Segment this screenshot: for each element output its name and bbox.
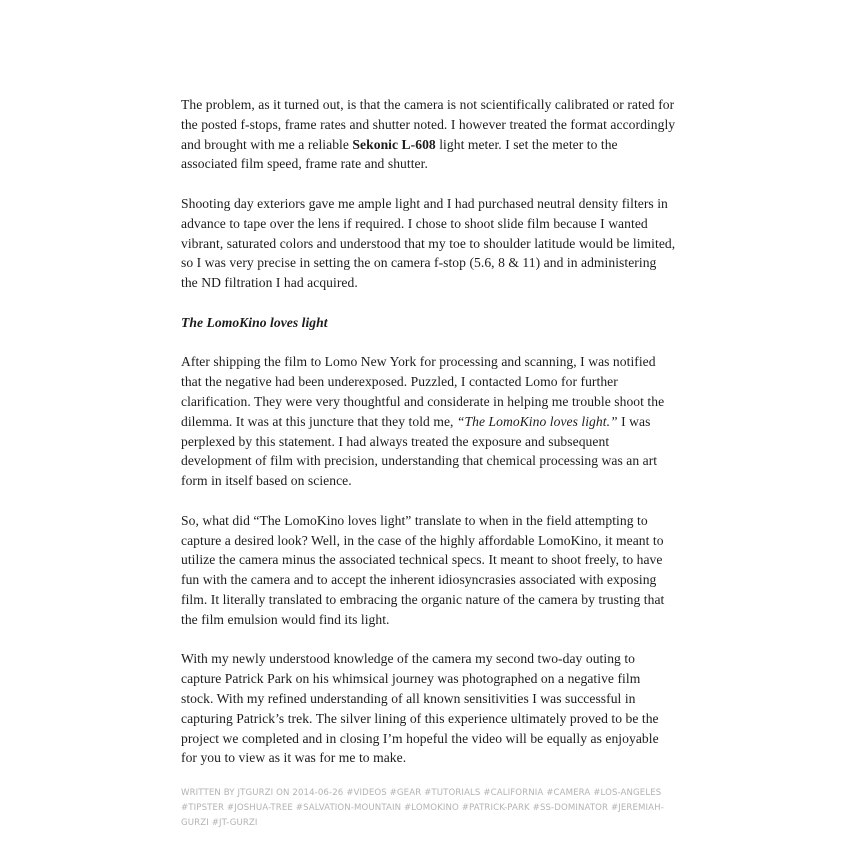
tag-link[interactable]: #TUTORIALS bbox=[424, 788, 481, 798]
paragraph-shooting: Shooting day exteriors gave me ample light and I had purchased neutral density filters in advance to tape over the lens if required. I chose to shoot slide film because I wanted vibrant, saturated colors and understood that my toe to shoulder latitude would be limited, so I was very precise in setting the on camera f-stop (5.6, 8 & 11) and in administering the ND filtration I had acquired. bbox=[181, 195, 676, 291]
paragraph-text: After shipping the film to Lomo New York for processing and scanning, I was notified that the negative had been underexposed. Puzzled, I contacted Lomo for further clarification. They were very thoughtful and considerate in helping me trouble shoot the dilemma. It was at this juncture that they told me, bbox=[181, 354, 665, 429]
tag-link[interactable]: #LOS-ANGELES bbox=[593, 788, 662, 798]
tag-link[interactable]: #GEAR bbox=[389, 788, 422, 798]
tag-link[interactable]: #PATRICK-PARK bbox=[461, 803, 530, 813]
tag-link[interactable]: #SS-DOMINATOR bbox=[532, 803, 609, 813]
quote: “The LomoKino loves light.” bbox=[456, 413, 618, 429]
paragraph-conclusion: With my newly understood knowledge of the camera my second two-day outing to capture Patrick Park on his whimsical journey was photographed on a negative film stock. With my refined understanding of all known sensitivities I was successful in capturing Patrick’s trek. The silver lining of this experience ultimately proved to be the project we completed and in closing I’m hopeful the video will be equally as enjoyable for you to view as it was for me to make. bbox=[181, 651, 659, 766]
post-meta bbox=[181, 786, 671, 831]
light-meter-name: Sekonic L-608 bbox=[352, 136, 436, 152]
paragraph-underexposed bbox=[181, 352, 676, 491]
tag-link[interactable]: #CAMERA bbox=[546, 788, 591, 798]
tag-link[interactable]: #JT-GURZI bbox=[211, 818, 258, 828]
article-body bbox=[181, 95, 676, 788]
paragraph-text: The problem, as it turned out, is that the camera is not scientifically calibrated or rated for the posted f-stops, frame rates and shutter noted. I however treated the format accordingly and brought with me a reliable bbox=[181, 97, 676, 152]
paragraph-text: light meter. I set the meter to the associated film speed, frame rate and shutter. bbox=[181, 136, 618, 172]
tag-link[interactable]: #TIPSTER bbox=[181, 803, 225, 813]
tag-link[interactable]: #LOMOKINO bbox=[404, 803, 459, 813]
section-heading: The LomoKino loves light bbox=[181, 314, 328, 330]
paragraph-translation: So, what did “The LomoKino loves light” translate to when in the field attempting to capture a desired look? Well, in the case of the highly affordable LomoKino, it meant to utilize the camera minus the associated technical specs. It meant to shoot freely, to have fun with the camera and to accept the inherent idiosyncrasies associated with exposing film. It literally translated to embracing the organic nature of the camera by trusting that the film emulsion would find its light. bbox=[181, 512, 665, 627]
tag-link[interactable]: #SALVATION-MOUNTAIN bbox=[295, 803, 402, 813]
on-label: ON bbox=[276, 788, 290, 798]
tag-link[interactable]: #VIDEOS bbox=[346, 788, 387, 798]
paragraph-calibration bbox=[181, 95, 676, 174]
tag-link[interactable]: #JEREMIAH-GURZI bbox=[181, 803, 664, 828]
author-link[interactable]: JTGURZI bbox=[237, 788, 274, 798]
written-by-label: WRITTEN BY bbox=[181, 788, 235, 798]
tag-link[interactable]: #JOSHUA-TREE bbox=[226, 803, 293, 813]
tag-link[interactable]: #CALIFORNIA bbox=[483, 788, 544, 798]
date-link[interactable]: 2014-06-26 bbox=[292, 788, 344, 798]
paragraph-text: I was perplexed by this statement. I had always treated the exposure and subsequent development of film with precision, understanding that chemical processing was an art form in itself based on science. bbox=[181, 413, 658, 489]
